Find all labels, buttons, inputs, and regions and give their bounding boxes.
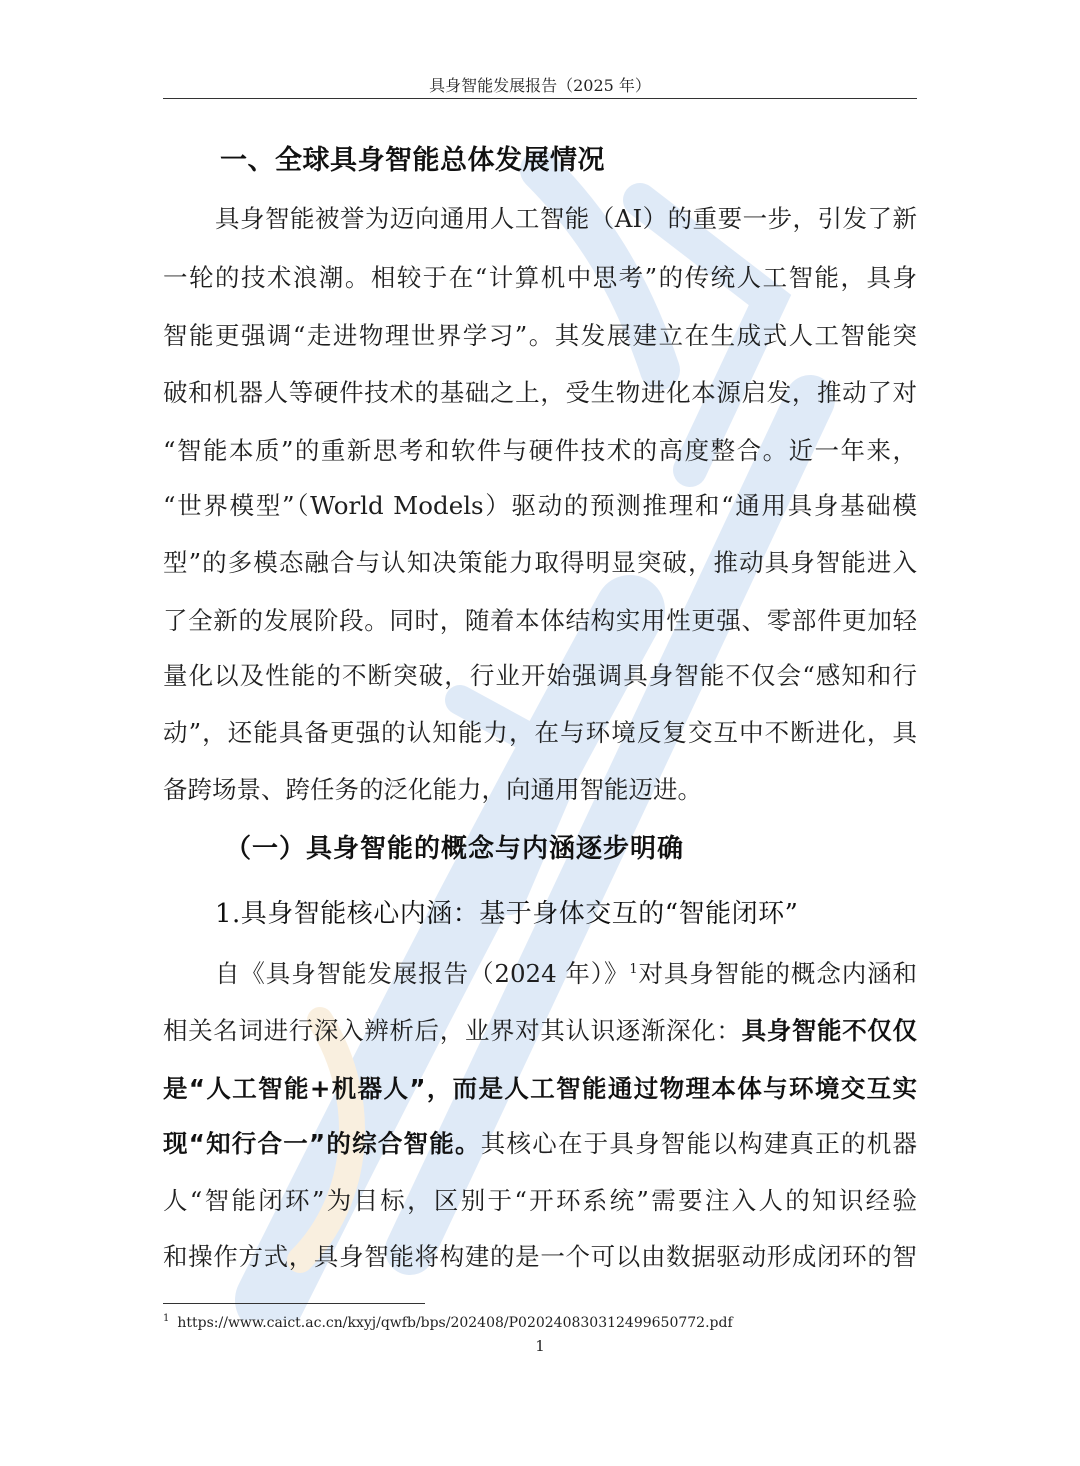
footnote-divider [163, 1303, 425, 1304]
running-header: 具身智能发展报告（2025 年） [429, 76, 651, 95]
paragraph-line: 一轮的技术浪潮。相较于在“计算机中思考”的传统人工智能，具身 [163, 263, 917, 292]
footnote-reference[interactable]: 1 [629, 961, 638, 977]
paragraph-line: 量化以及性能的不断突破，行业开始强调具身智能不仅会“感知和行 [163, 661, 917, 690]
header-divider [163, 98, 917, 99]
paragraph-line: 具身智能被誉为迈向通用人工智能（AI）的重要一步，引发了新 [215, 204, 917, 233]
paragraph-line: 智能更强调“走进物理世界学习”。其发展建立在生成式人工智能突 [163, 321, 917, 350]
paragraph-text: 对具身智能的概念内涵和 [637, 959, 918, 988]
paragraph-line: “智能本质”的重新思考和软件与硬件技术的高度整合。近一年来， [163, 436, 917, 465]
footnote-link[interactable]: https://www.caict.ac.cn/kxyj/qwfb/bps/202408/P020240830312499650772.pdf [177, 1315, 733, 1331]
paragraph-line [215, 954, 917, 994]
emphasis-text: 具身智能不仅仅 [741, 1016, 918, 1045]
subsection-heading: （一）具身智能的概念与内涵逐步明确 [225, 834, 685, 864]
emphasis-text: 现“知行合一”的综合智能。 [163, 1129, 481, 1158]
footnote [163, 1313, 733, 1333]
paragraph-line: 动”，还能具备更强的认知能力，在与环境反复交互中不断进化，具 [163, 718, 917, 747]
paragraph-text: 相关名词进行深入辨析后，业界对其认识逐渐深化： [163, 1016, 742, 1045]
paragraph-text: 自《具身智能发展报告（2024 年）》 [215, 959, 630, 988]
paragraph-line [163, 1011, 917, 1051]
paragraph-text: 其核心在于具身智能以构建真正的机器 [480, 1129, 917, 1158]
paragraph-line: 型”的多模态融合与认知决策能力取得明显突破，推动具身智能进入 [163, 548, 917, 577]
paragraph-line [163, 1124, 917, 1164]
paragraph-line: 人“智能闭环”为目标，区别于“开环系统”需要注入人的知识经验 [163, 1186, 917, 1215]
paragraph-line: “世界模型”（World Models）驱动的预测推理和“通用具身基础模 [163, 491, 917, 520]
subsubsection-heading: 1.具身智能核心内涵：基于身体交互的“智能闭环” [215, 899, 799, 929]
page-number: 1 [535, 1337, 545, 1355]
footnote-marker: 1 [163, 1313, 170, 1325]
paragraph-line: 破和机器人等硬件技术的基础之上，受生物进化本源启发，推动了对 [163, 378, 917, 407]
paragraph-line: 了全新的发展阶段。同时，随着本体结构实用性更强、零部件更加轻 [163, 606, 917, 635]
paragraph-line: 备跨场景、跨任务的泛化能力，向通用智能迈进。 [163, 775, 702, 804]
section-heading: 一、全球具身智能总体发展情况 [220, 145, 605, 176]
paragraph-line: 和操作方式，具身智能将构建的是一个可以由数据驱动形成闭环的智 [163, 1242, 917, 1271]
emphasis-line: 是“人工智能+机器人”，而是人工智能通过物理本体与环境交互实 [163, 1074, 917, 1103]
